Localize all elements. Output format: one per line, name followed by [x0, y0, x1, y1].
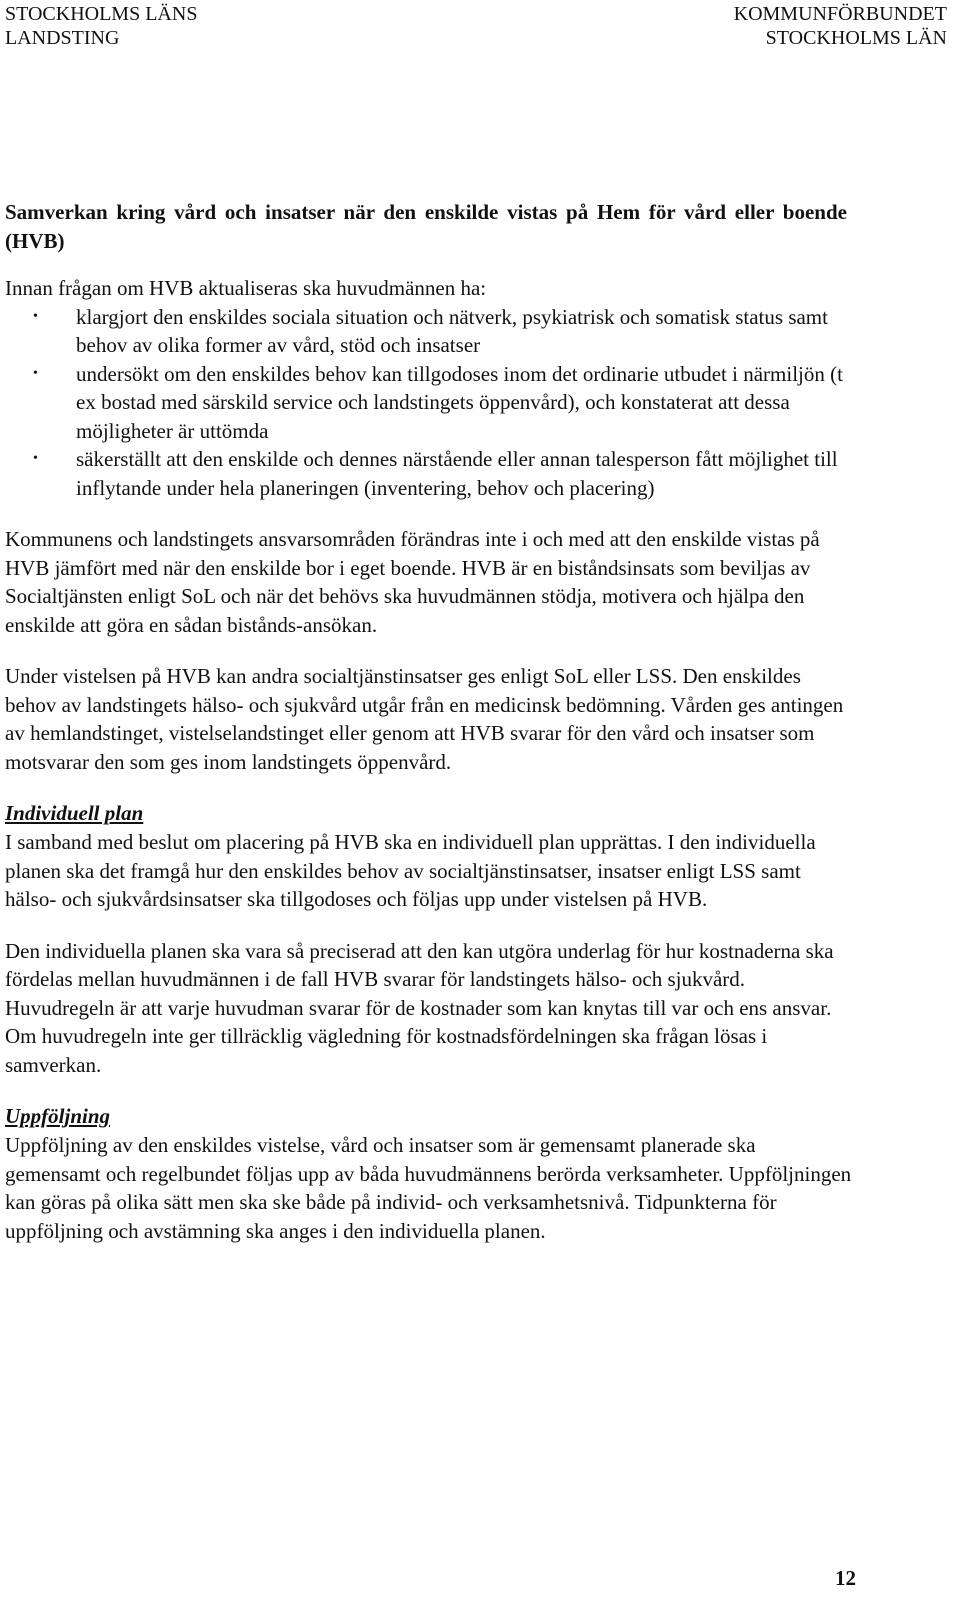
paragraph-individuell-2: Den individuella planen ska vara så preciserad att den kan utgöra underlag för hur kostnaderna ska fördelas mellan huvudmännen i de fall HVB svarar för landstingets hälso- och sjukvård. Huvudregeln är att varje huvudman svarar för de kostnader som kan knytas till var och ens ansvar. Om huvudregeln inte ger tillräcklig vägledning för kostnadsfördelningen ska frågan lösas i samverkan. [5, 938, 834, 1077]
list-item-text: undersökt om den enskildes behov kan tillgodoses inom det ordinarie utbudet i närmiljön (t ex bostad med särskild service och landstingets öppenvård), och konstaterat att dessa möjligheter är uttömda [76, 361, 843, 443]
paragraph-responsibility: Kommunens och landstingets ansvarsområden förändras inte i och med att den enskilde vistas på HVB jämfört med när den enskilde bor i eget boende. HVB är en biståndsinsats som beviljas av Socialtjänsten enligt SoL och när det behövs ska huvudmännen stödja, motivera och hjälpa den enskilde att göra en sådan bistånds-ansökan. [5, 527, 820, 637]
intro-text: Innan frågan om HVB aktualiseras ska huvudmännen ha: [5, 276, 487, 300]
header-left-line1: STOCKHOLMS LÄNS [5, 3, 198, 25]
header-left [5, 2, 197, 50]
page-number: 12 [835, 1566, 856, 1590]
list-item [5, 360, 855, 446]
page-header [0, 0, 960, 60]
header-right-line1: KOMMUNFÖRBUNDET [733, 3, 947, 25]
paragraph-individuell-1: I samband med beslut om placering på HVB ska en individuell plan upprättas. I den individuella planen ska det framgå hur den enskildes behov av socialtjänstinsatser, insatser enligt LSS samt hälso- och sjukvårdsinsatser ska tillgodoses och följas upp under vistelsen på HVB. [5, 830, 816, 911]
paragraph-stay: Under vistelsen på HVB kan andra socialtjänstinsatser ges enligt SoL eller LSS. Den enskildes behov av landstingets hälso- och sjukvård utgår från en medicinsk bedömning. Vården ges antingen av hemlandstinget, vistelselandstinget eller genom att HVB svarar för den vård och insatser som motsvarar den som ges inom landstingets öppenvård. [5, 664, 844, 774]
document-body [5, 198, 855, 1268]
bullet-icon: • [33, 308, 38, 324]
bullet-icon: • [33, 451, 38, 466]
header-right-line2: STOCKHOLMS LÄN [765, 27, 947, 49]
heading-uppfoljning: Uppföljning [5, 1104, 111, 1128]
requirements-list [5, 303, 855, 503]
paragraph-uppfoljning: Uppföljning av den enskildes vistelse, vård och insatser som är gemensamt planerade ska gemensamt och regelbundet följas upp av båda huvudmännens berörda verksamheter. Uppföljningen kan göras på olika sätt men ska ske både på individ- och verksamhetsnivå. Tidpunkterna för uppföljning och avstämning ska anges i den individuella planen. [5, 1133, 852, 1243]
list-item [5, 303, 855, 360]
list-item-text: säkerställt att den enskilde och dennes närstående eller annan talesperson fått möjlighet till inflytande under hela planeringen (inventering, behov och placering) [76, 447, 838, 500]
list-item [5, 445, 855, 502]
header-left-line2: LANDSTING [5, 27, 120, 49]
document-title: Samverkan kring vård och insatser när den enskilde vistas på Hem för vård eller boende (HVB) [5, 200, 847, 253]
header-right [734, 2, 947, 50]
heading-individuell-plan: Individuell plan [5, 801, 144, 825]
bullet-icon: • [33, 365, 38, 381]
list-item-text: klargjort den enskildes sociala situation och nätverk, psykiatrisk och somatisk status samt behov av olika former av vård, stöd och insatser [76, 304, 828, 357]
